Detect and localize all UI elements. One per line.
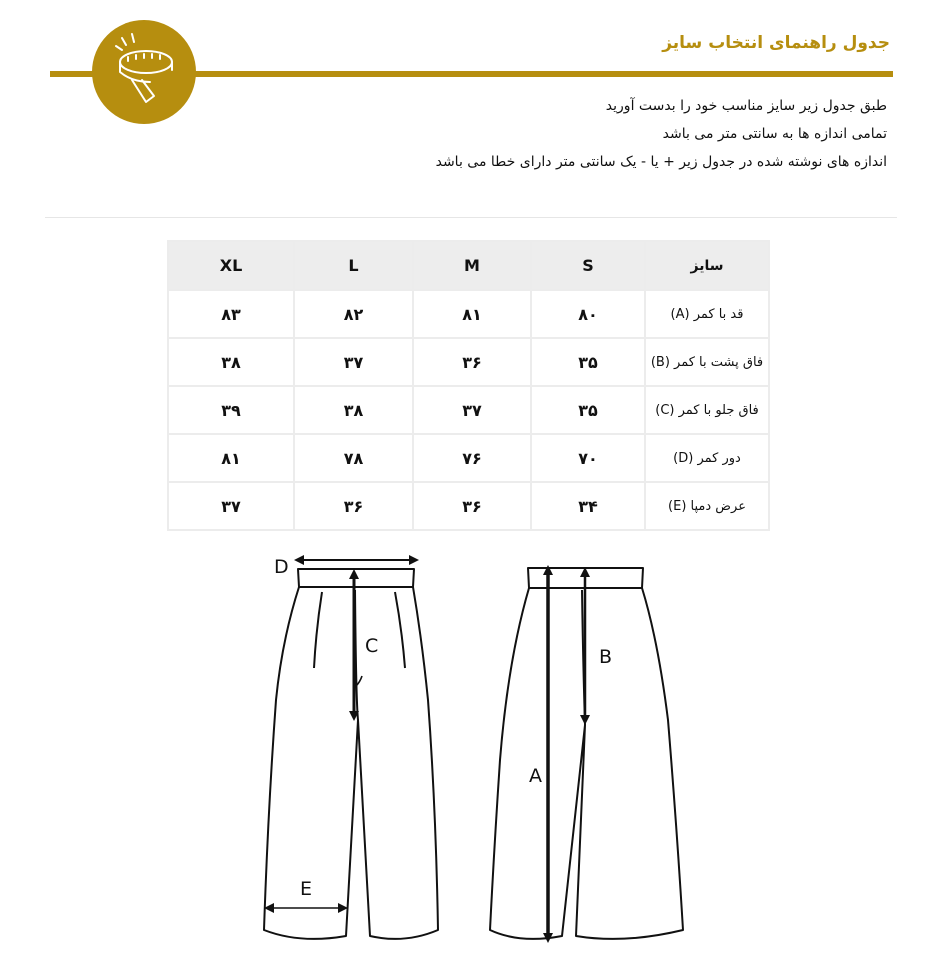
table-cell: ۸۰ <box>531 290 645 338</box>
table-cell: ۸۱ <box>168 434 294 482</box>
size-header: L <box>294 241 413 290</box>
table-cell: ۳۹ <box>168 386 294 434</box>
front-pants-drawing <box>264 569 438 939</box>
size-header: S <box>531 241 645 290</box>
row-label: فاق جلو با کمر (C) <box>645 386 769 434</box>
note-line: تمامی اندازه ها به سانتی متر می باشد <box>662 126 887 142</box>
table-cell: ۳۷ <box>168 482 294 530</box>
table-cell: ۸۱ <box>413 290 531 338</box>
table-cell: ۳۶ <box>413 338 531 386</box>
table-cell: ۳۴ <box>531 482 645 530</box>
table-cell: ۳۵ <box>531 338 645 386</box>
row-label: عرض دمپا (E) <box>645 482 769 530</box>
back-pants-drawing <box>490 568 683 939</box>
label-b: B <box>599 646 613 668</box>
label-header: سایز <box>645 241 769 290</box>
table-cell: ۳۸ <box>294 386 413 434</box>
table-cell: ۸۳ <box>168 290 294 338</box>
table-cell: ۳۷ <box>294 338 413 386</box>
label-d: D <box>274 556 289 578</box>
row-label: قد با کمر (A) <box>645 290 769 338</box>
size-header: M <box>413 241 531 290</box>
table-cell: ۸۲ <box>294 290 413 338</box>
note-line: طبق جدول زیر سایز مناسب خود را بدست آورید <box>605 98 887 114</box>
table-cell: ۳۷ <box>413 386 531 434</box>
page-title: جدول راهنمای انتخاب سایز <box>662 33 890 53</box>
label-a: A <box>529 765 542 787</box>
size-header: XL <box>168 241 294 290</box>
table-cell: ۷۶ <box>413 434 531 482</box>
table-cell: ۳۶ <box>413 482 531 530</box>
table-cell: ۷۰ <box>531 434 645 482</box>
table-cell: ۳۸ <box>168 338 294 386</box>
table-cell: ۳۵ <box>531 386 645 434</box>
table-cell: ۷۸ <box>294 434 413 482</box>
label-e: E <box>300 878 313 900</box>
row-label: دور کمر (D) <box>645 434 769 482</box>
note-line: اندازه های نوشته شده در جدول زیر + یا - یک سانتی متر دارای خطا می باشد <box>435 154 887 170</box>
row-label: فاق پشت با کمر (B) <box>645 338 769 386</box>
label-c: C <box>365 635 379 657</box>
table-cell: ۳۶ <box>294 482 413 530</box>
